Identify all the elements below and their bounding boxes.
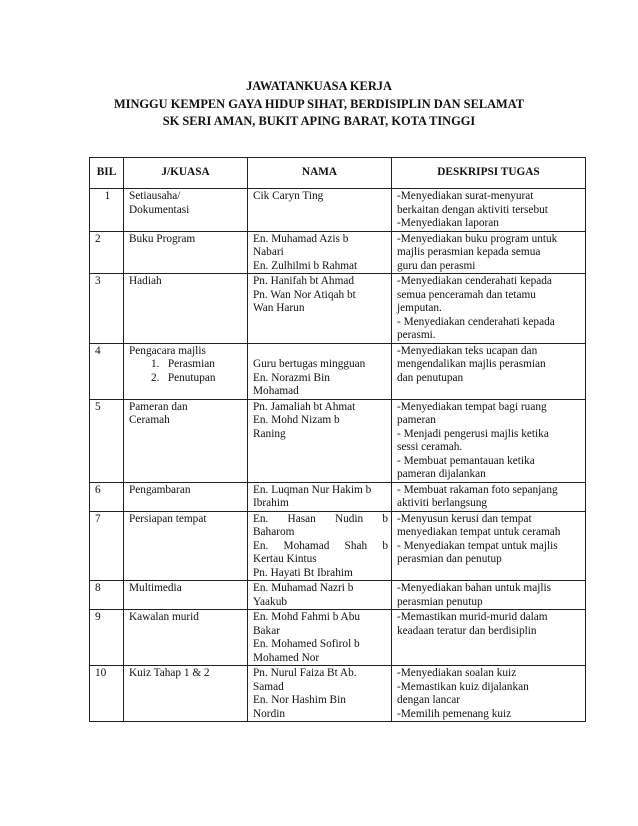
nama-line: Nabari [253, 246, 284, 258]
table-row [90, 231, 586, 274]
table-row [90, 343, 586, 399]
nama-line: Pn. Wan Nor Atiqah bt [253, 288, 356, 301]
bil-number: 2 [95, 232, 101, 245]
cell-bil [90, 581, 124, 610]
nama-line: Mohamad [253, 385, 299, 397]
cell-jkuasa [124, 343, 248, 399]
tugas-line: - Membuat rakaman foto sepanjang [397, 483, 558, 496]
tugas-line: perasmian dan penutup [397, 553, 502, 565]
cell-jkuasa [124, 581, 248, 610]
cell-nama [248, 231, 392, 274]
tugas-line: - Menyediakan tempat untuk majlis [397, 539, 558, 552]
jkuasa-subitem [129, 358, 244, 372]
table-row [90, 610, 586, 666]
nama-line: Nordin [253, 707, 286, 720]
nama-line: Raning [253, 427, 286, 440]
bil-number: 7 [95, 512, 101, 525]
tugas-line: -Menyediakan teks ucapan dan [397, 344, 538, 357]
nama-line [253, 345, 388, 359]
cell-deskripsi-tugas [392, 666, 586, 722]
table-row [90, 189, 586, 232]
nama-line: Pn. Nurul Faiza Bt Ab. [253, 667, 357, 679]
cell-jkuasa [124, 666, 248, 722]
cell-deskripsi-tugas [392, 274, 586, 344]
jkuasa-line: Pengambaran [129, 483, 191, 496]
nama-line: Pn. Jamaliah bt Ahmat [253, 400, 356, 413]
cell-nama [248, 581, 392, 610]
bil-number: 6 [95, 483, 101, 496]
nama-line: Pn. Hanifah bt Ahmad [253, 275, 355, 287]
cell-nama [248, 482, 392, 511]
tugas-line: berkaitan dengan aktiviti tersebut [397, 203, 548, 216]
tugas-line: pameran [397, 414, 436, 426]
table-row [90, 482, 586, 511]
tugas-line: -Menyediakan soalan kuiz [397, 667, 517, 679]
cell-jkuasa [124, 399, 248, 482]
header-jkuasa: J/KUASA [124, 158, 248, 189]
tugas-line: -Menyediakan buku program untuk [397, 232, 558, 245]
tugas-line: mengendalikan majlis perasmian [397, 358, 546, 370]
nama-line: Baharom [253, 526, 295, 538]
tugas-line: dengan lancar [397, 694, 461, 706]
tugas-line: perasmi. [397, 329, 436, 341]
jkuasa-line: Multimedia [129, 582, 182, 594]
nama-line: Wan Harun [253, 302, 305, 314]
cell-deskripsi-tugas [392, 399, 586, 482]
jkuasa-line: Buku Program [129, 232, 196, 245]
nama-line: En. Muhamad Nazri b [253, 582, 354, 594]
nama-line: En. Mohd Fahmi b Abu [253, 611, 361, 623]
document-heading [0, 78, 638, 131]
jkuasa-line: Kawalan murid [129, 611, 199, 623]
tugas-line: -Menyediakan tempat bagi ruang [397, 400, 547, 413]
tugas-line: - Menyediakan cenderahati kepada [397, 315, 555, 328]
cell-bil [90, 511, 124, 581]
table-row [90, 399, 586, 482]
jkuasa-line: Hadiah [129, 275, 162, 287]
cell-nama [248, 399, 392, 482]
cell-deskripsi-tugas [392, 231, 586, 274]
table-body [90, 189, 586, 722]
subitem-label: Penutupan [167, 371, 216, 384]
nama-line: Samad [253, 680, 284, 693]
cell-deskripsi-tugas [392, 610, 586, 666]
nama-line: En. Mohamad Shah b [253, 539, 388, 552]
jkuasa-line: Ceramah [129, 414, 170, 426]
header-deskripsi-tugas: DESKRIPSI TUGAS [392, 158, 586, 189]
tugas-line: - Membuat pemantauan ketika [397, 454, 535, 467]
cell-bil [90, 666, 124, 722]
table-header-row [90, 158, 586, 189]
tugas-line: -Memilih pemenang kuiz [397, 707, 512, 720]
cell-nama [248, 511, 392, 581]
heading-line-1: JAWATANKUASA KERJA [246, 79, 392, 93]
nama-line: Yaakub [253, 595, 288, 608]
nama-line: En. Mohd Nizam b [253, 414, 340, 426]
table-row [90, 666, 586, 722]
cell-bil [90, 343, 124, 399]
tugas-line: guru dan perasmi [397, 259, 476, 272]
table-row [90, 274, 586, 344]
nama-line: En. Mohamed Sofirol b [253, 638, 360, 650]
tugas-line: - Menjadi pengerusi majlis ketika [397, 427, 549, 440]
nama-line: En. Luqman Nur Hakim b [253, 483, 372, 496]
tugas-line: jemputan. [397, 302, 442, 314]
subitem-number: 2. [151, 371, 160, 384]
cell-deskripsi-tugas [392, 511, 586, 581]
tugas-line: dan penutupan [397, 371, 464, 384]
cell-jkuasa [124, 189, 248, 232]
cell-nama [248, 343, 392, 399]
nama-line: En. Norazmi Bin [253, 371, 330, 384]
cell-deskripsi-tugas [392, 189, 586, 232]
tugas-line: aktiviti berlangsung [397, 497, 488, 509]
nama-line: En. Muhamad Azis b [253, 232, 349, 245]
nama-line: Mohamed Nor [253, 651, 320, 664]
nama-line: Pn. Hayati Bt Ibrahim [253, 566, 353, 579]
cell-nama [248, 274, 392, 344]
tugas-line: semua penceramah dan tetamu [397, 288, 536, 301]
jkuasa-line: Pengacara majlis [129, 344, 206, 357]
cell-bil [90, 399, 124, 482]
tugas-line: perasmian penutup [397, 595, 483, 608]
bil-number: 5 [95, 400, 101, 413]
cell-bil [90, 231, 124, 274]
header-bil: BIL [90, 158, 124, 189]
table-row [90, 511, 586, 581]
nama-line: En. Nor Hashim Bin [253, 694, 346, 706]
nama-line: Ibrahim [253, 497, 289, 509]
cell-bil [90, 482, 124, 511]
nama-line: Guru bertugas mingguan [253, 358, 366, 370]
cell-jkuasa [124, 274, 248, 344]
cell-bil [90, 274, 124, 344]
cell-bil [90, 189, 124, 232]
jkuasa-line: Setiausaha/ [129, 190, 181, 202]
committee-table [89, 157, 586, 722]
tugas-line: -Menyediakan bahan untuk majlis [397, 582, 552, 594]
nama-line: Kertau Kintus [253, 553, 317, 565]
bil-number: 4 [95, 344, 101, 357]
tugas-line: -Menyediakan surat-menyurat [397, 190, 534, 202]
tugas-line: keadaan teratur dan berdisiplin [397, 624, 537, 637]
tugas-line: menyediakan tempat untuk ceramah [397, 526, 561, 538]
header-nama: NAMA [248, 158, 392, 189]
table-row [90, 581, 586, 610]
tugas-line: -Menyediakan cenderahati kepada [397, 275, 552, 287]
cell-deskripsi-tugas [392, 343, 586, 399]
jkuasa-subitem [129, 372, 244, 386]
heading-line-2: MINGGU KEMPEN GAYA HIDUP SIHAT, BERDISIPLIN DAN SELAMAT [113, 96, 525, 111]
subitem-label: Perasmian [167, 358, 215, 370]
jkuasa-line: Persiapan tempat [129, 512, 207, 525]
bil-number: 3 [95, 275, 101, 287]
jkuasa-line: Kuiz Tahap 1 & 2 [129, 667, 210, 679]
cell-jkuasa [124, 482, 248, 511]
cell-deskripsi-tugas [392, 482, 586, 511]
jkuasa-line: Pameran dan [129, 400, 188, 413]
tugas-line: pameran dijalankan [397, 468, 486, 480]
tugas-line: majlis perasmian kepada semua [397, 246, 541, 258]
cell-deskripsi-tugas [392, 581, 586, 610]
bil-number: 9 [95, 611, 101, 623]
bil-number: 1 [104, 190, 111, 202]
tugas-line: -Menyediakan laporan [397, 217, 499, 229]
jkuasa-line: Dokumentasi [129, 203, 190, 216]
cell-jkuasa [124, 610, 248, 666]
cell-bil [90, 610, 124, 666]
tugas-line: -Menyusun kerusi dan tempat [397, 512, 532, 525]
cell-nama [248, 610, 392, 666]
cell-nama [248, 189, 392, 232]
nama-line: En. Zulhilmi b Rahmat [253, 259, 358, 272]
cell-jkuasa [124, 511, 248, 581]
tugas-line: sessi ceramah. [397, 441, 463, 453]
bil-number: 8 [95, 582, 101, 594]
cell-jkuasa [124, 231, 248, 274]
tugas-line: -Memastikan murid-murid dalam [397, 611, 548, 623]
nama-line: En. Hasan Nudin b [253, 512, 388, 525]
bil-number: 10 [95, 667, 107, 679]
subitem-number: 1. [151, 358, 160, 370]
nama-line: Bakar [253, 624, 280, 637]
nama-line: Cik Caryn Ting [253, 190, 324, 202]
heading-line-3: SK SERI AMAN, BUKIT APING BARAT, KOTA TINGGI [162, 114, 476, 129]
cell-nama [248, 666, 392, 722]
tugas-line: -Memastikan kuiz dijalankan [397, 680, 529, 693]
